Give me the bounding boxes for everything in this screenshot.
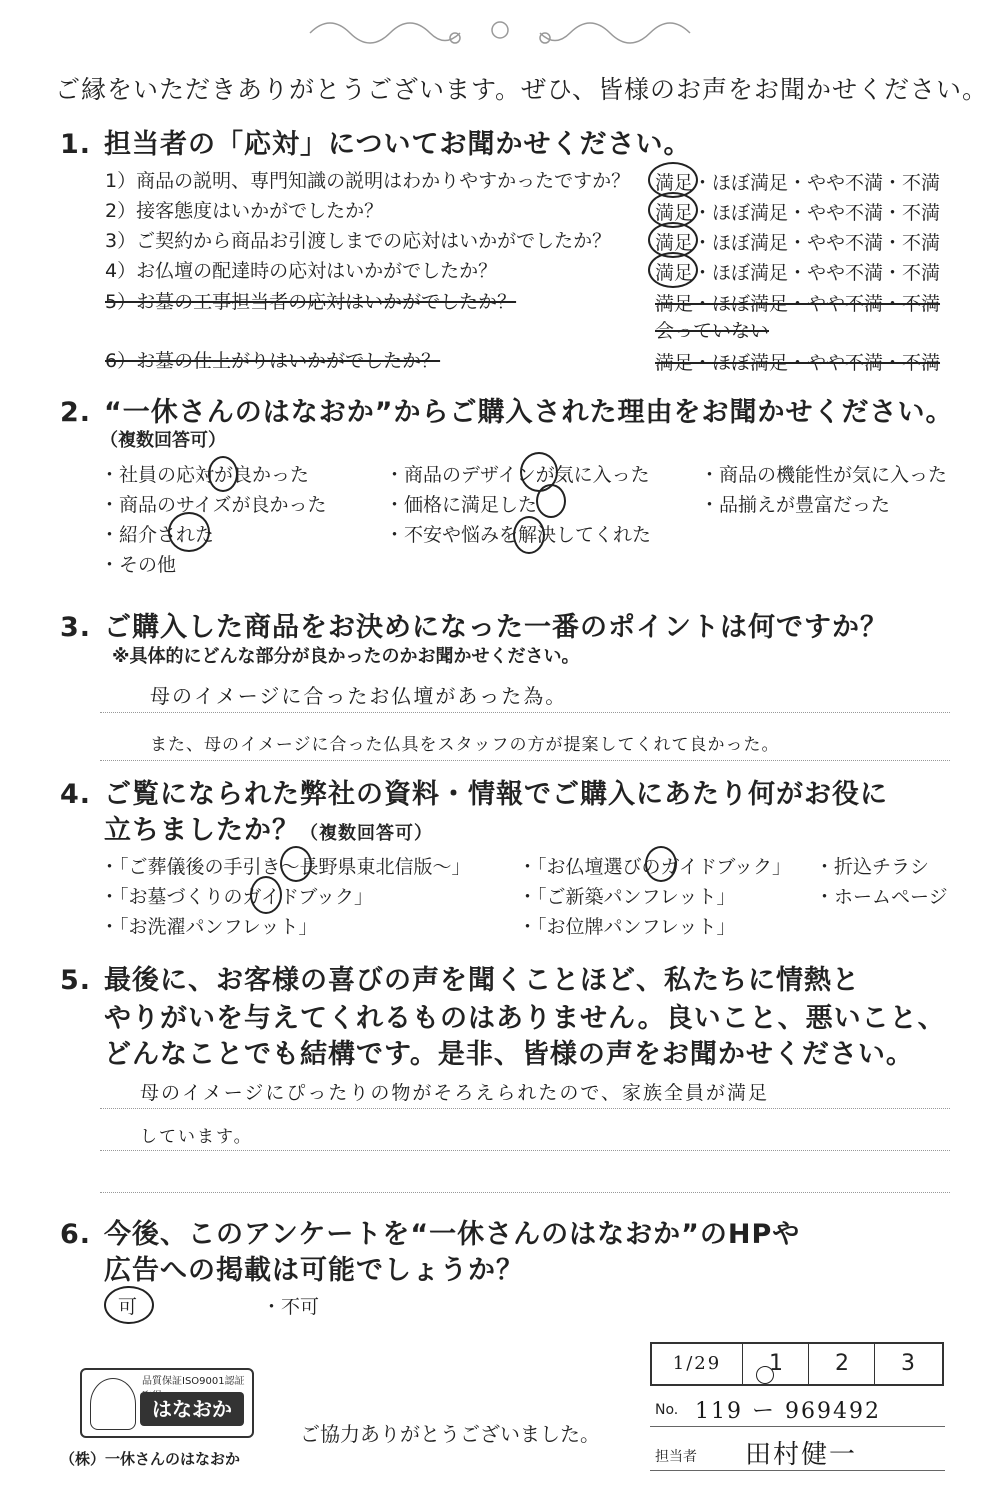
q2-option[interactable]: ・社員の応対が良かった [100, 464, 310, 486]
answer-line [100, 760, 950, 761]
answer-line [100, 1150, 950, 1151]
q1-item-4-rating[interactable]: 満足・ほぼ満足・やや不満・不満 [655, 262, 941, 284]
q1-item-6-rating[interactable]: 満足・ほぼ満足・やや不満・不満 [655, 352, 941, 374]
q1-not-met[interactable]: 会っていない [655, 320, 770, 342]
q1-title: 担当者の「応対」についてお聞かせください。 [104, 129, 692, 160]
q5-heading [60, 958, 860, 997]
q6-heading [60, 1212, 800, 1251]
q2-note: （複数回答可） [100, 430, 226, 451]
q6-number: 6. [60, 1219, 92, 1250]
q5-answer-line-2[interactable]: しています。 [140, 1127, 253, 1147]
q5-number: 5. [60, 965, 92, 996]
answer-circle [513, 516, 545, 554]
q2-option[interactable]: ・その他 [100, 554, 177, 576]
q1-item-5-label: 5）お墓の工事担当者の応対はいかがでしたか？ [105, 291, 517, 313]
record-col-1[interactable]: 1 [742, 1344, 809, 1384]
q2-option[interactable]: ・商品のデザインが気に入った [385, 464, 650, 486]
thanks-message: ご協力ありがとうございました。 [300, 1422, 600, 1446]
q3-heading [60, 605, 888, 644]
q4-title-line-2-row [104, 808, 433, 847]
q4-option[interactable]: ・「ご葬儀後の手引き～長野県東北信版～」 [100, 856, 471, 878]
q2-heading [60, 390, 954, 429]
no-value[interactable]: 119 ー 969492 [695, 1399, 881, 1424]
q4-note: （複数回答可） [300, 823, 433, 844]
q1-number: 1. [60, 129, 92, 160]
q4-option[interactable]: ・「お仏壇選びのガイドブック」 [518, 856, 792, 878]
answer-line [100, 1108, 950, 1109]
staff-name[interactable]: 田村健一 [745, 1440, 858, 1470]
no-label: No. [655, 1402, 679, 1418]
monk-icon [90, 1378, 136, 1430]
q4-option[interactable]: ・「お洗濯パンフレット」 [100, 916, 318, 938]
q1-item-4-label: 4）お仏壇の配達時の応対はいかがでしたか？ [105, 260, 498, 282]
q5-title-line-3: どんなことでも結構です。是非、皆様の声をお聞かせください。 [104, 1039, 914, 1070]
q6-title-line-2: 広告への掲載は可能でしょうか？ [104, 1255, 524, 1286]
answer-line [100, 1192, 950, 1193]
q4-option[interactable]: ・「お位牌パンフレット」 [518, 916, 736, 938]
q3-note: ※具体的にどんな部分が良かったのかお聞かせください。 [112, 646, 580, 667]
answer-circle [208, 456, 238, 492]
q6-option-no[interactable]: ・不可 [262, 1296, 320, 1318]
answer-circle [756, 1366, 774, 1384]
record-date[interactable]: 1/29 [672, 1353, 722, 1374]
intro-text: ご縁をいただきありがとうございます。ぜひ、皆様のお声をお聞かせください。 [55, 75, 989, 104]
logo-brand: はなおか [140, 1392, 244, 1426]
underline [650, 1470, 945, 1471]
q2-option[interactable]: ・紹介された [100, 524, 215, 546]
answer-circle [280, 846, 312, 882]
answer-circle [250, 876, 282, 914]
answer-line [100, 712, 950, 713]
iso-label: 品質保証ISO9001認証 [142, 1376, 245, 1387]
q2-option[interactable]: ・商品の機能性が気に入った [700, 464, 948, 486]
q3-answer-line-1[interactable]: 母のイメージに合ったお仏壇があった為。 [150, 684, 568, 708]
company-name: （株）一休さんのはなおか [60, 1450, 241, 1468]
q2-option[interactable]: ・品揃えが豊富だった [700, 494, 891, 516]
q2-option[interactable]: ・価格に満足した [385, 494, 538, 516]
answer-circle [648, 252, 698, 288]
q4-option[interactable]: ・折込チラシ [815, 856, 930, 878]
answer-circle [168, 512, 210, 552]
q2-number: 2. [60, 397, 92, 428]
record-col-3[interactable]: 3 [874, 1344, 941, 1384]
record-table [650, 1342, 944, 1386]
q5-answer-line-1[interactable]: 母のイメージにぴったりの物がそろえられたので、家族全員が満足 [140, 1082, 770, 1104]
staff-label: 担当者 [655, 1449, 697, 1465]
q3-title: ご購入した商品をお決めになった一番のポイントは何ですか？ [104, 612, 888, 643]
q1-item-2-rating[interactable]: 満足・ほぼ満足・やや不満・不満 [655, 202, 941, 224]
q6-title-line-1: 今後、このアンケートを“一休さんのはなおか”のHPや [104, 1219, 801, 1250]
q3-number: 3. [60, 612, 92, 643]
q4-number: 4. [60, 779, 92, 810]
q4-option[interactable]: ・ホームページ [815, 886, 948, 908]
q1-item-3-rating[interactable]: 満足・ほぼ満足・やや不満・不満 [655, 232, 941, 254]
q1-item-1-label: 1）商品の説明、専門知識の説明はわかりやすかったですか？ [105, 170, 631, 192]
ornament-header [300, 8, 700, 48]
q5-title-line-1: 最後に、お客様の喜びの声を聞くことほど、私たちに情熱と [104, 965, 860, 996]
q1-item-3-label: 3）ご契約から商品お引渡しまでの応対はいかがでしたか？ [105, 230, 612, 252]
underline [650, 1426, 945, 1427]
q4-title-line-2: 立ちましたか？ [104, 815, 300, 846]
q1-item-1-rating[interactable]: 満足・ほぼ満足・やや不満・不満 [655, 172, 941, 194]
q2-option[interactable]: ・商品のサイズが良かった [100, 494, 327, 516]
answer-circle [645, 846, 677, 882]
q4-option[interactable]: ・「ご新築パンフレット」 [518, 886, 736, 908]
q2-option[interactable]: ・不安や悩みを解決してくれた [385, 524, 652, 546]
q1-item-2-label: 2）接客態度はいかがでしたか？ [105, 200, 384, 222]
q4-title-line-1: ご覧になられた弊社の資料・情報でご購入にあたり何がお役に [104, 779, 888, 810]
q5-title-line-2: やりがいを与えてくれるものはありません。良いこと、悪いこと、 [104, 1003, 946, 1034]
q2-title: “一休さんのはなおか”からご購入された理由をお聞かせください。 [104, 397, 954, 428]
answer-circle [536, 484, 566, 518]
q1-item-5-rating[interactable]: 満足・ほぼ満足・やや不満・不満 [655, 293, 941, 315]
q4-heading [60, 772, 888, 811]
q1-heading [60, 122, 691, 161]
q1-item-6-label: 6）お墓の仕上がりはいかがでしたか？ [105, 350, 441, 372]
q4-option[interactable]: ・「お墓づくりのガイドブック」 [100, 886, 374, 908]
answer-circle [104, 1286, 154, 1324]
record-col-2[interactable]: 2 [808, 1344, 875, 1384]
q3-answer-line-2[interactable]: また、母のイメージに合った仏具をスタッフの方が提案してくれて良かった。 [150, 735, 780, 755]
q6-option-yes[interactable]: 可 [118, 1296, 138, 1318]
company-logo [80, 1368, 254, 1438]
